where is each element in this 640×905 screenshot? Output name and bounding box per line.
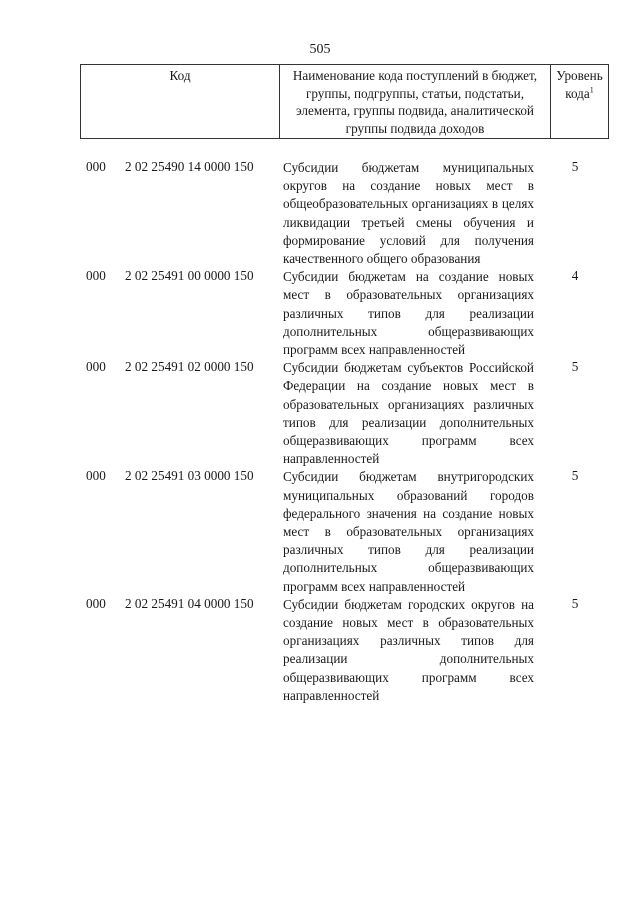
table-body xyxy=(0,159,640,705)
header-level-footnote: 1 xyxy=(589,85,594,95)
table-header xyxy=(80,64,609,139)
row-code: 2 02 25491 00 0000 150 xyxy=(125,268,254,284)
table-row xyxy=(0,468,640,595)
table-row xyxy=(0,159,640,268)
page-number: 505 xyxy=(309,42,331,57)
header-level xyxy=(551,65,609,139)
table-row xyxy=(0,596,640,705)
row-name: Субсидии бюджетам на создание новых мест в образовательных организациях различных типов для реализации дополнительных общеразвивающих программ всех направленностей xyxy=(283,269,534,358)
row-level: 5 xyxy=(571,595,579,611)
row-prefix: 000 xyxy=(86,359,106,375)
row-level: 4 xyxy=(571,268,579,284)
table-row xyxy=(0,359,640,468)
table-row xyxy=(0,268,640,359)
row-name: Субсидии бюджетам городских округов на создание новых мест в образовательных организациях различных типов для реализации дополнительных общеразвивающих программ всех направленностей xyxy=(283,596,534,703)
row-prefix: 000 xyxy=(86,159,106,174)
row-name: Субсидии бюджетам внутригородских муниципальных образований городов федерального значения на создание новых мест в образовательных организациях различных типов для реализации дополнительных общеразвивающих программ всех направленностей xyxy=(283,469,534,594)
row-prefix: 000 xyxy=(86,468,106,484)
header-level-label: Уровень кода xyxy=(556,68,603,101)
row-prefix: 000 xyxy=(86,268,106,284)
row-level: 5 xyxy=(571,159,579,174)
row-code: 2 02 25491 03 0000 150 xyxy=(125,468,254,484)
row-code: 2 02 25491 04 0000 150 xyxy=(125,595,254,611)
row-name: Субсидии бюджетам муниципальных округов на создание новых мест в общеобразовательных организациях в целях ликвидации третьей смены обучения и формирование условий для получения качественного общего образования xyxy=(283,160,534,267)
row-level: 5 xyxy=(571,468,579,484)
row-name: Субсидии бюджетам субъектов Российской Федерации на создание новых мест в образовательных организациях различных типов для реализации дополнительных общеразвивающих программ всех направленностей xyxy=(283,360,534,467)
row-code: 2 02 25491 02 0000 150 xyxy=(125,359,254,375)
header-name: Наименование кода поступлений в бюджет, группы, подгруппы, статьи, подстатьи, элемента, группы подвида, аналитической группы подвида доходов xyxy=(280,65,551,139)
row-level: 5 xyxy=(571,359,579,375)
row-code: 2 02 25490 14 0000 150 xyxy=(125,159,254,174)
row-prefix: 000 xyxy=(86,595,106,611)
header-code: Код xyxy=(81,65,280,139)
